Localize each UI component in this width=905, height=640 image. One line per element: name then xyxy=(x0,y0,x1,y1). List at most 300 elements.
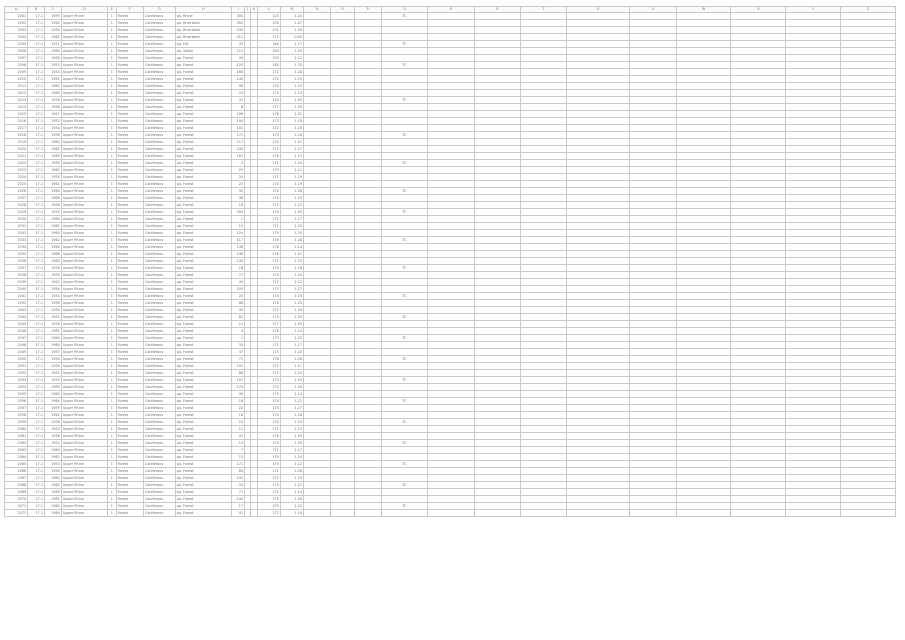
grid-cell[interactable] xyxy=(331,293,354,300)
grid-cell[interactable]: Upper Rhine xyxy=(61,391,107,398)
grid-cell[interactable]: 1963 xyxy=(45,258,62,265)
grid-cell[interactable] xyxy=(676,118,731,125)
grid-cell[interactable]: Coniferous xyxy=(143,20,175,27)
column-header[interactable]: M xyxy=(280,7,303,13)
grid-cell[interactable] xyxy=(731,419,786,426)
grid-cell[interactable]: pp. Forest xyxy=(175,489,232,496)
grid-cell[interactable] xyxy=(331,139,354,146)
grid-cell[interactable]: Upper Rhine xyxy=(61,265,107,272)
grid-cell[interactable] xyxy=(630,209,676,216)
grid-cell[interactable]: 17.1 xyxy=(28,90,45,97)
grid-cell[interactable] xyxy=(520,412,566,419)
grid-cell[interactable] xyxy=(474,41,520,48)
grid-cell[interactable]: 2040 xyxy=(5,286,28,293)
grid-cell[interactable]: pp. Forest xyxy=(175,419,232,426)
grid-cell[interactable] xyxy=(520,160,566,167)
grid-cell[interactable]: Forest xyxy=(116,356,143,363)
grid-cell[interactable]: Upper Rhine xyxy=(61,510,107,517)
grid-cell[interactable] xyxy=(303,181,330,188)
grid-cell[interactable]: 17 xyxy=(232,503,245,510)
grid-cell[interactable] xyxy=(381,174,427,181)
grid-cell[interactable]: Upper Rhine xyxy=(61,468,107,475)
grid-cell[interactable]: Upper Rhine xyxy=(61,447,107,454)
grid-cell[interactable]: Upper Rhine xyxy=(61,34,107,41)
grid-cell[interactable] xyxy=(428,20,474,27)
grid-cell[interactable]: 20 xyxy=(232,293,245,300)
grid-cell[interactable] xyxy=(474,293,520,300)
grid-cell[interactable]: 1 xyxy=(108,118,116,125)
grid-cell[interactable] xyxy=(331,265,354,272)
grid-cell[interactable] xyxy=(428,69,474,76)
grid-cell[interactable] xyxy=(474,216,520,223)
grid-cell[interactable] xyxy=(731,90,786,97)
grid-cell[interactable]: pp. Riverbank xyxy=(175,27,232,34)
grid-cell[interactable] xyxy=(381,55,427,62)
grid-cell[interactable] xyxy=(567,146,630,153)
grid-cell[interactable]: 96 xyxy=(232,83,245,90)
grid-cell[interactable]: 1.20 xyxy=(280,230,303,237)
grid-cell[interactable] xyxy=(630,265,676,272)
grid-cell[interactable]: 1 xyxy=(108,384,116,391)
grid-cell[interactable] xyxy=(731,426,786,433)
grid-cell[interactable] xyxy=(786,335,841,342)
grid-cell[interactable] xyxy=(731,265,786,272)
grid-cell[interactable] xyxy=(381,300,427,307)
grid-cell[interactable]: 1956 xyxy=(45,132,62,139)
grid-cell[interactable] xyxy=(630,468,676,475)
grid-cell[interactable]: 1953 xyxy=(45,62,62,69)
grid-cell[interactable]: pp. Forest xyxy=(175,510,232,517)
grid-cell[interactable] xyxy=(567,489,630,496)
grid-cell[interactable]: 124 xyxy=(232,230,245,237)
grid-cell[interactable] xyxy=(676,202,731,209)
grid-cell[interactable] xyxy=(630,356,676,363)
grid-cell[interactable] xyxy=(331,349,354,356)
grid-cell[interactable] xyxy=(354,349,381,356)
grid-cell[interactable]: 1968 xyxy=(45,251,62,258)
grid-cell[interactable] xyxy=(331,181,354,188)
grid-cell[interactable]: 171 xyxy=(257,223,280,230)
grid-cell[interactable]: 173 xyxy=(257,132,280,139)
grid-cell[interactable] xyxy=(520,391,566,398)
grid-cell[interactable]: Coniferous xyxy=(143,328,175,335)
grid-cell[interactable]: Upper Rhine xyxy=(61,174,107,181)
grid-cell[interactable] xyxy=(303,496,330,503)
grid-cell[interactable]: 1 xyxy=(108,251,116,258)
grid-cell[interactable]: 17.1 xyxy=(28,181,45,188)
grid-cell[interactable] xyxy=(786,426,841,433)
grid-cell[interactable]: 1 xyxy=(108,195,116,202)
grid-cell[interactable] xyxy=(731,454,786,461)
grid-cell[interactable] xyxy=(520,237,566,244)
grid-cell[interactable] xyxy=(786,90,841,97)
grid-cell[interactable]: 172 xyxy=(257,370,280,377)
grid-cell[interactable] xyxy=(354,454,381,461)
grid-cell[interactable]: Upper Rhine xyxy=(61,13,107,20)
grid-cell[interactable] xyxy=(786,97,841,104)
grid-cell[interactable]: 170 xyxy=(257,454,280,461)
grid-cell[interactable]: 44 xyxy=(232,279,245,286)
grid-cell[interactable]: 1.21 xyxy=(280,139,303,146)
grid-cell[interactable] xyxy=(731,83,786,90)
grid-cell[interactable]: 1963 xyxy=(45,153,62,160)
grid-cell[interactable]: Forest xyxy=(116,62,143,69)
grid-cell[interactable]: 61 xyxy=(232,314,245,321)
grid-cell[interactable]: 5 xyxy=(232,160,245,167)
grid-cell[interactable] xyxy=(428,230,474,237)
grid-cell[interactable] xyxy=(786,258,841,265)
grid-cell[interactable] xyxy=(786,384,841,391)
grid-cell[interactable]: 178 xyxy=(257,356,280,363)
grid-cell[interactable] xyxy=(331,272,354,279)
grid-cell[interactable]: 1.27 xyxy=(280,286,303,293)
grid-cell[interactable] xyxy=(567,342,630,349)
grid-cell[interactable] xyxy=(630,62,676,69)
grid-cell[interactable]: Forest xyxy=(116,314,143,321)
grid-cell[interactable]: 1 xyxy=(108,475,116,482)
grid-cell[interactable] xyxy=(786,300,841,307)
grid-cell[interactable] xyxy=(303,468,330,475)
grid-cell[interactable] xyxy=(567,335,630,342)
grid-cell[interactable]: 20 xyxy=(232,167,245,174)
grid-cell[interactable] xyxy=(731,69,786,76)
grid-cell[interactable] xyxy=(303,377,330,384)
grid-cell[interactable]: 1960 xyxy=(45,48,62,55)
grid-cell[interactable] xyxy=(303,146,330,153)
grid-cell[interactable]: 17.1 xyxy=(28,272,45,279)
grid-cell[interactable] xyxy=(303,349,330,356)
grid-cell[interactable] xyxy=(731,293,786,300)
grid-cell[interactable] xyxy=(303,111,330,118)
grid-cell[interactable]: 450 xyxy=(232,20,245,27)
grid-cell[interactable] xyxy=(331,279,354,286)
grid-cell[interactable] xyxy=(676,195,731,202)
grid-cell[interactable] xyxy=(630,188,676,195)
grid-cell[interactable] xyxy=(676,321,731,328)
grid-cell[interactable] xyxy=(381,412,427,419)
grid-cell[interactable] xyxy=(428,405,474,412)
grid-cell[interactable]: 180 xyxy=(257,62,280,69)
grid-cell[interactable] xyxy=(303,13,330,20)
grid-cell[interactable]: 170 xyxy=(257,482,280,489)
grid-cell[interactable] xyxy=(474,258,520,265)
grid-cell[interactable] xyxy=(354,153,381,160)
grid-cell[interactable] xyxy=(731,489,786,496)
grid-cell[interactable]: Coniferous xyxy=(143,335,175,342)
grid-cell[interactable]: 2041 xyxy=(5,293,28,300)
grid-cell[interactable] xyxy=(731,13,786,20)
grid-cell[interactable] xyxy=(331,426,354,433)
grid-cell[interactable]: 161 xyxy=(232,153,245,160)
grid-cell[interactable]: pp. Forest xyxy=(175,258,232,265)
grid-cell[interactable] xyxy=(331,230,354,237)
grid-cell[interactable]: 2024 xyxy=(5,174,28,181)
grid-cell[interactable]: 1 xyxy=(108,13,116,20)
grid-cell[interactable]: 2045 xyxy=(5,321,28,328)
grid-cell[interactable] xyxy=(567,391,630,398)
grid-cell[interactable]: 106 xyxy=(232,111,245,118)
grid-cell[interactable]: Upper Rhine xyxy=(61,237,107,244)
grid-cell[interactable] xyxy=(303,223,330,230)
grid-cell[interactable] xyxy=(428,160,474,167)
grid-cell[interactable] xyxy=(630,405,676,412)
grid-cell[interactable] xyxy=(331,419,354,426)
grid-cell[interactable] xyxy=(331,188,354,195)
grid-cell[interactable] xyxy=(331,461,354,468)
grid-cell[interactable]: 1 xyxy=(108,125,116,132)
grid-cell[interactable]: 17.1 xyxy=(28,384,45,391)
grid-cell[interactable] xyxy=(303,244,330,251)
grid-cell[interactable]: 1950 xyxy=(45,160,62,167)
grid-cell[interactable] xyxy=(354,90,381,97)
grid-cell[interactable] xyxy=(567,426,630,433)
grid-cell[interactable]: 44 xyxy=(232,55,245,62)
grid-cell[interactable] xyxy=(520,454,566,461)
grid-cell[interactable] xyxy=(630,384,676,391)
grid-cell[interactable]: 175 xyxy=(257,391,280,398)
grid-cell[interactable]: TC xyxy=(381,440,427,447)
grid-cell[interactable] xyxy=(428,447,474,454)
grid-cell[interactable] xyxy=(630,118,676,125)
grid-cell[interactable]: 2064 xyxy=(5,454,28,461)
grid-cell[interactable]: pp. Forest xyxy=(175,195,232,202)
grid-cell[interactable] xyxy=(520,433,566,440)
grid-cell[interactable]: 300 xyxy=(232,13,245,20)
grid-cell[interactable] xyxy=(428,258,474,265)
grid-cell[interactable] xyxy=(331,104,354,111)
grid-cell[interactable]: Coniferous xyxy=(143,104,175,111)
grid-cell[interactable]: 172 xyxy=(257,286,280,293)
grid-cell[interactable] xyxy=(428,216,474,223)
grid-cell[interactable] xyxy=(630,412,676,419)
grid-cell[interactable] xyxy=(841,20,896,27)
grid-cell[interactable] xyxy=(331,83,354,90)
grid-cell[interactable]: 1962 xyxy=(45,482,62,489)
grid-cell[interactable] xyxy=(731,146,786,153)
grid-cell[interactable] xyxy=(520,202,566,209)
grid-cell[interactable]: 1.20 xyxy=(280,321,303,328)
grid-cell[interactable] xyxy=(354,286,381,293)
grid-cell[interactable] xyxy=(676,300,731,307)
grid-cell[interactable]: TC xyxy=(381,132,427,139)
grid-cell[interactable] xyxy=(474,272,520,279)
grid-cell[interactable] xyxy=(428,48,474,55)
grid-cell[interactable] xyxy=(841,335,896,342)
grid-cell[interactable]: 2016 xyxy=(5,118,28,125)
grid-cell[interactable]: 17.1 xyxy=(28,55,45,62)
grid-cell[interactable]: 17.1 xyxy=(28,447,45,454)
grid-cell[interactable] xyxy=(841,118,896,125)
grid-cell[interactable]: 172 xyxy=(257,202,280,209)
grid-cell[interactable] xyxy=(786,13,841,20)
grid-cell[interactable] xyxy=(841,475,896,482)
grid-cell[interactable] xyxy=(303,237,330,244)
grid-cell[interactable] xyxy=(731,377,786,384)
grid-cell[interactable] xyxy=(428,475,474,482)
grid-cell[interactable]: Upper Rhine xyxy=(61,216,107,223)
grid-cell[interactable] xyxy=(428,174,474,181)
grid-cell[interactable]: 17.1 xyxy=(28,167,45,174)
grid-cell[interactable] xyxy=(630,69,676,76)
grid-cell[interactable]: 172 xyxy=(257,216,280,223)
grid-cell[interactable] xyxy=(428,440,474,447)
grid-cell[interactable]: 1 xyxy=(108,342,116,349)
grid-cell[interactable] xyxy=(428,496,474,503)
grid-cell[interactable]: 2070 xyxy=(5,496,28,503)
grid-cell[interactable] xyxy=(567,405,630,412)
grid-cell[interactable] xyxy=(731,139,786,146)
grid-cell[interactable] xyxy=(567,510,630,517)
grid-cell[interactable] xyxy=(567,188,630,195)
grid-cell[interactable] xyxy=(331,286,354,293)
grid-cell[interactable] xyxy=(331,440,354,447)
grid-cell[interactable] xyxy=(841,482,896,489)
grid-cell[interactable] xyxy=(331,118,354,125)
grid-cell[interactable]: Forest xyxy=(116,349,143,356)
grid-cell[interactable]: TC xyxy=(381,209,427,216)
grid-cell[interactable]: 1 xyxy=(232,335,245,342)
grid-cell[interactable] xyxy=(354,363,381,370)
grid-cell[interactable] xyxy=(474,356,520,363)
grid-cell[interactable] xyxy=(630,160,676,167)
grid-cell[interactable] xyxy=(381,258,427,265)
grid-cell[interactable] xyxy=(676,475,731,482)
grid-cell[interactable] xyxy=(354,167,381,174)
grid-cell[interactable]: pp. Forest xyxy=(175,118,232,125)
grid-cell[interactable] xyxy=(520,209,566,216)
grid-cell[interactable] xyxy=(630,27,676,34)
grid-cell[interactable] xyxy=(567,370,630,377)
grid-cell[interactable]: TC xyxy=(381,461,427,468)
grid-cell[interactable] xyxy=(428,300,474,307)
grid-cell[interactable]: 1964 xyxy=(45,244,62,251)
grid-cell[interactable]: pp. Forest xyxy=(175,146,232,153)
grid-cell[interactable] xyxy=(331,496,354,503)
grid-cell[interactable] xyxy=(630,482,676,489)
grid-cell[interactable]: 140 xyxy=(232,76,245,83)
grid-cell[interactable]: 2052 xyxy=(5,370,28,377)
grid-cell[interactable] xyxy=(381,230,427,237)
grid-cell[interactable] xyxy=(676,349,731,356)
grid-cell[interactable] xyxy=(303,104,330,111)
grid-cell[interactable]: Coniferous xyxy=(143,125,175,132)
grid-cell[interactable]: 171 xyxy=(257,69,280,76)
grid-cell[interactable]: Forest xyxy=(116,160,143,167)
grid-cell[interactable] xyxy=(567,209,630,216)
grid-cell[interactable]: TC xyxy=(381,377,427,384)
grid-cell[interactable] xyxy=(520,405,566,412)
grid-cell[interactable]: pp. Forest xyxy=(175,461,232,468)
grid-cell[interactable]: Forest xyxy=(116,146,143,153)
grid-cell[interactable] xyxy=(676,139,731,146)
grid-cell[interactable] xyxy=(567,97,630,104)
grid-cell[interactable]: 1 xyxy=(108,300,116,307)
grid-cell[interactable] xyxy=(676,447,731,454)
grid-cell[interactable]: 1.28 xyxy=(280,237,303,244)
grid-cell[interactable] xyxy=(303,118,330,125)
grid-cell[interactable]: 120 xyxy=(257,97,280,104)
grid-cell[interactable]: 1961 xyxy=(45,181,62,188)
grid-cell[interactable] xyxy=(474,230,520,237)
grid-cell[interactable] xyxy=(630,503,676,510)
grid-cell[interactable] xyxy=(841,174,896,181)
grid-cell[interactable]: Coniferous xyxy=(143,510,175,517)
grid-cell[interactable]: 1 xyxy=(108,97,116,104)
grid-cell[interactable] xyxy=(474,132,520,139)
grid-cell[interactable]: 1.21 xyxy=(280,398,303,405)
grid-cell[interactable]: Forest xyxy=(116,55,143,62)
grid-cell[interactable] xyxy=(786,146,841,153)
grid-cell[interactable]: 1.29 xyxy=(280,314,303,321)
grid-cell[interactable]: pp. Forest xyxy=(175,125,232,132)
grid-cell[interactable]: pp. Forest xyxy=(175,377,232,384)
grid-cell[interactable] xyxy=(567,251,630,258)
grid-cell[interactable]: pp. Forest xyxy=(175,300,232,307)
grid-cell[interactable] xyxy=(354,384,381,391)
grid-cell[interactable]: 171 xyxy=(257,342,280,349)
grid-cell[interactable]: Forest xyxy=(116,405,143,412)
grid-cell[interactable]: 17.1 xyxy=(28,482,45,489)
grid-cell[interactable]: 17.1 xyxy=(28,314,45,321)
grid-cell[interactable] xyxy=(474,251,520,258)
grid-cell[interactable] xyxy=(676,489,731,496)
grid-cell[interactable]: 2058 xyxy=(5,412,28,419)
grid-cell[interactable] xyxy=(520,251,566,258)
grid-cell[interactable]: 2061 xyxy=(5,433,28,440)
grid-cell[interactable] xyxy=(630,174,676,181)
grid-cell[interactable]: 2009 xyxy=(5,69,28,76)
grid-cell[interactable]: 172 xyxy=(257,146,280,153)
grid-cell[interactable] xyxy=(520,20,566,27)
grid-cell[interactable]: TC xyxy=(381,335,427,342)
grid-cell[interactable] xyxy=(331,475,354,482)
grid-cell[interactable]: 17.1 xyxy=(28,349,45,356)
grid-cell[interactable]: 2042 xyxy=(5,300,28,307)
grid-cell[interactable] xyxy=(567,328,630,335)
grid-cell[interactable]: 31 xyxy=(232,97,245,104)
grid-cell[interactable] xyxy=(381,279,427,286)
grid-cell[interactable] xyxy=(354,447,381,454)
column-header[interactable]: S xyxy=(474,7,520,13)
grid-cell[interactable] xyxy=(567,132,630,139)
grid-cell[interactable] xyxy=(331,237,354,244)
grid-cell[interactable] xyxy=(676,405,731,412)
grid-cell[interactable] xyxy=(331,62,354,69)
grid-cell[interactable]: Coniferous xyxy=(143,370,175,377)
grid-cell[interactable] xyxy=(303,391,330,398)
grid-cell[interactable]: Coniferous xyxy=(143,216,175,223)
grid-cell[interactable] xyxy=(303,209,330,216)
grid-cell[interactable]: 2007 xyxy=(5,55,28,62)
grid-cell[interactable]: 2038 xyxy=(5,272,28,279)
grid-cell[interactable] xyxy=(786,83,841,90)
grid-cell[interactable] xyxy=(474,461,520,468)
grid-cell[interactable]: Upper Rhine xyxy=(61,27,107,34)
grid-cell[interactable]: 1960 xyxy=(45,475,62,482)
grid-cell[interactable]: Upper Rhine xyxy=(61,426,107,433)
grid-cell[interactable] xyxy=(630,398,676,405)
grid-cell[interactable]: 2028 xyxy=(5,202,28,209)
grid-cell[interactable] xyxy=(474,125,520,132)
grid-cell[interactable]: 17.1 xyxy=(28,139,45,146)
grid-cell[interactable]: pp. Forest xyxy=(175,503,232,510)
grid-cell[interactable] xyxy=(428,146,474,153)
grid-cell[interactable]: 17.1 xyxy=(28,503,45,510)
grid-cell[interactable] xyxy=(354,433,381,440)
grid-cell[interactable] xyxy=(731,461,786,468)
grid-cell[interactable] xyxy=(354,314,381,321)
grid-cell[interactable]: 17.1 xyxy=(28,335,45,342)
